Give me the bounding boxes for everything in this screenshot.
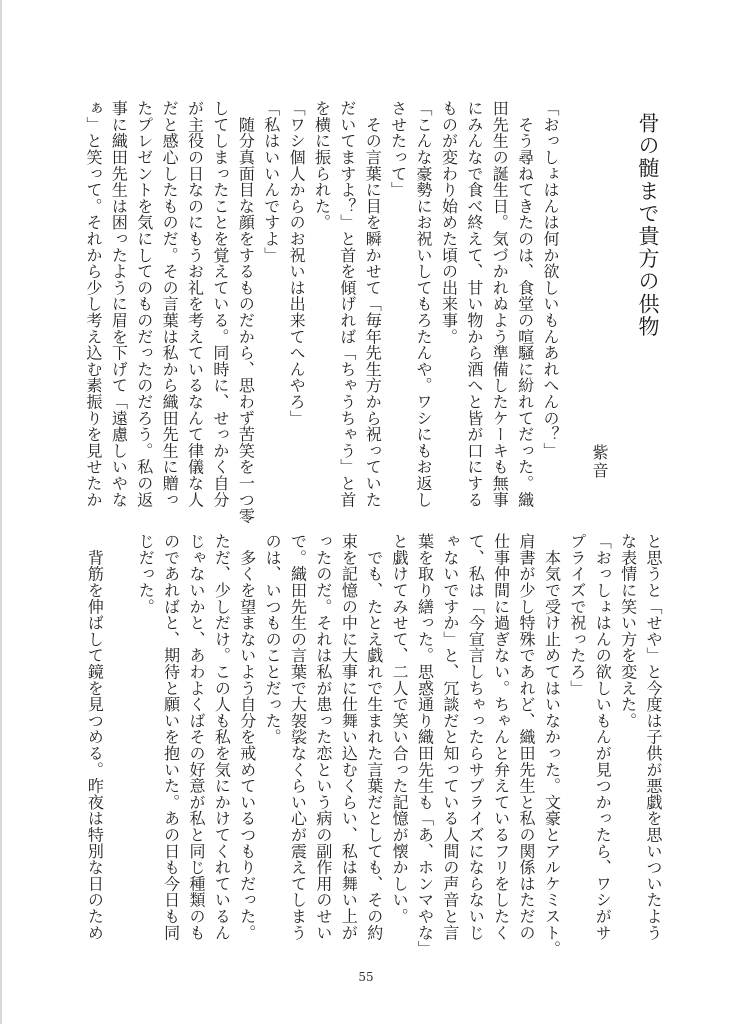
blank-line [107,533,132,933]
text-line: だと感心したものだ。その言葉は私から織田先生に贈っ [160,100,180,508]
text-line: のは、いつものことだった。 [263,533,283,745]
text-line: で。織田先生の言葉で大袈裟なくらい心が震えてしまう [288,533,308,941]
text-line: でも、たとえ戯れで生まれた言葉だとしても、その約 [364,533,384,941]
text-line: ゃないですか」と、冗談だと知っている人間の声音と言 [440,533,460,941]
text-line: が主役の日なのにもうお礼を考えているなんて律儀な人 [185,100,205,508]
text-line: と思うと「せや」と今度は子供が悪戯を思いついたよう [644,533,663,941]
text-line: 「ワシ個人からのお祝いは出来てへんやろ」 [287,100,307,426]
text-line: 葉を取り繕った。思惑通り織田先生も「あ、ホンマやな」 [415,533,435,957]
story-title: 骨の髄まで貴方の供物 [636,112,660,338]
text-line: を横に振られた。 [312,100,332,231]
text-line: だいてますよ？」と首を傾げれば「ちゃうちゃう」と首 [337,100,357,508]
text-line: な表情に笑い方を変えた。 [618,533,638,729]
text-line: 随分真面目な顔をするものだから、思わず苦笑を一つ零 [236,100,256,524]
text-line: 本気で受け止めてはいなかった。文豪とアルケミスト。 [542,533,562,957]
upper-text-block [81,100,563,524]
text-line: じゃないかと、あわよくばその好意が私と同じ種類のも [186,533,206,941]
text-line: ぁ」と笑って。それから少し考え込む素振りを見せたか [83,100,103,508]
text-line: 仕事仲間に過ぎない。ちゃんと弁えているフリをしたく [491,533,511,941]
text-line: プライズで祝ったろ」 [567,533,587,696]
page-edge [0,0,2,1024]
text-line: にみんなで食べ終えて、甘い物から酒へと皆が口にする [464,100,484,508]
text-line: ものが変わり始めた頃の出来事。 [439,100,459,345]
text-line: させたって」 [388,100,408,198]
text-line: と戯けてみせて、二人で笑い合った記憶が懐かしい。 [390,533,410,925]
text-line: 事に織田先生は困ったように眉を下げて「遠慮しいやな [109,100,129,508]
text-line: たプレゼントを気にしてのものだったのだろう。私の返 [134,100,154,508]
text-line: 多くを望まないよう自分を戒めているつもりだった。 [237,533,257,941]
story-author: 紫音 [590,444,609,480]
text-line: 肩書が少し特殊であれど、織田先生と私の関係はただの [517,533,537,941]
text-line: のであればと、期待と願いを抱いた。あの日も今日も同 [161,533,181,941]
text-line: 束を記憶の中に大事に仕舞い込むくらい、私は舞い上が [339,533,359,941]
text-line: ったのだ。それは私が患った恋という病の副作用のせい [313,533,333,941]
text-line: じだった。 [136,533,156,615]
text-line: してしまったことを覚えている。同時に、せっかく自分 [210,100,230,508]
text-line: 背筋を伸ばして鏡を見つめる。昨夜は特別な日のため [85,533,105,941]
text-line: そう尋ねてきたのは、食堂の喧騒に紛れてだった。織 [515,100,535,508]
text-line: 「私はいいんですよ」 [261,100,281,263]
page-number: 55 [358,970,374,984]
text-line: 「こんな豪勢にお祝いしてもろたんや。ワシにもお返し [414,100,434,508]
text-line: 「おっしょはんは何か欲しいもんあれへんの？」 [541,100,560,459]
text-line: 田先生の誕生日。気づかれぬよう準備したケーキも無事 [490,100,510,508]
text-line: その言葉に目を瞬かせて「毎年先生方から祝っていた [363,100,383,508]
text-line: 「おっしょはんの欲しいもんが見つかったら、ワシがサ [593,533,613,941]
text-line: て、私は「今宣言しちゃったらサプライズにならないじ [466,533,486,941]
lower-text-block [82,533,666,957]
text-line: ただ、少しだけ。この人も私を気にかけてくれているん [212,533,232,941]
